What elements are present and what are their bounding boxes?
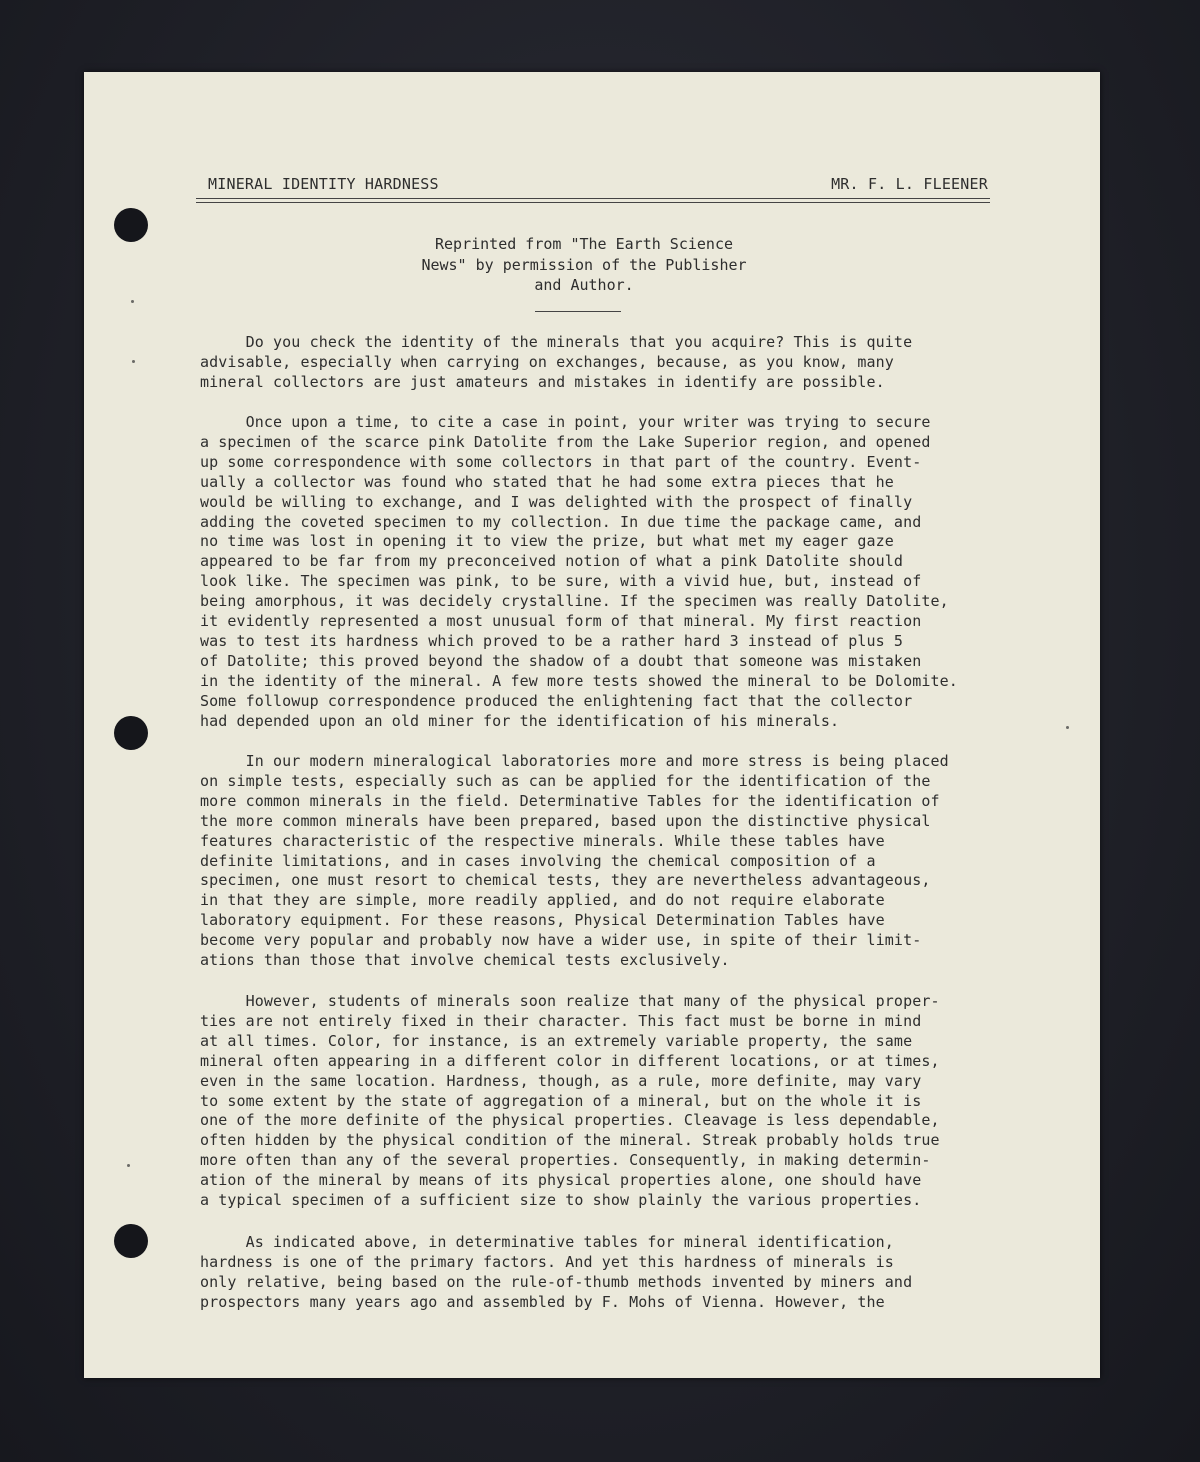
text-line: only relative, being based on the rule-of-thumb methods invented by miners and: [200, 1272, 913, 1291]
header-author: MR. F. L. FLEENER: [831, 175, 988, 193]
text-line: it evidently represented a most unusual form of that mineral. My first reaction: [200, 612, 922, 631]
text-line: being amorphous, it was decidely crystalline. If the specimen was really Datolite,: [200, 592, 949, 611]
text-line: definite limitations, and in cases involving the chemical composition of a: [200, 851, 876, 870]
text-line: the more common minerals have been prepared, based upon the distinctive physical: [200, 811, 931, 830]
text-line: one of the more definite of the physical properties. Cleavage is less dependable,: [200, 1111, 940, 1130]
text-line: ually a collector was found who stated that he had some extra pieces that he: [200, 472, 894, 491]
text-line: up some correspondence with some collectors in that part of the country. Event-: [200, 452, 922, 471]
text-line: in that they are simple, more readily applied, and do not require elaborate: [200, 891, 885, 910]
text-line: look like. The specimen was pink, to be sure, with a vivid hue, but, instead of: [200, 572, 922, 591]
paper-speck: [127, 1164, 130, 1167]
text-line: on simple tests, especially such as can be applied for the identification of the: [200, 771, 931, 790]
text-line: hardness is one of the primary factors. And yet this hardness of minerals is: [200, 1252, 894, 1271]
text-line: more often than any of the several properties. Consequently, in making determin-: [200, 1151, 931, 1170]
text-line: more common minerals in the field. Determinative Tables for the identification of: [200, 791, 940, 810]
text-line: become very popular and probably now have a wider use, in spite of their limit-: [200, 931, 922, 950]
paragraph-hardness: [200, 1233, 1030, 1313]
text-line: in the identity of the mineral. A few more tests showed the mineral to be Dolomite.: [200, 671, 958, 690]
reprint-line: Reprinted from "The Earth Science: [434, 235, 733, 253]
text-line: Do you check the identity of the minerals that you acquire? This is quite: [200, 333, 913, 351]
text-line: mineral often appearing in a different color in different locations, or at times,: [200, 1051, 940, 1070]
text-line: appeared to be far from my preconceived notion of what a pink Datolite should: [200, 552, 904, 571]
text-line: specimen, one must resort to chemical tests, they are nevertheless advantageous,: [200, 871, 931, 890]
text-line: even in the same location. Hardness, though, as a rule, more definite, may vary: [200, 1071, 922, 1090]
punch-hole-bottom: [114, 1224, 148, 1258]
header-rule-double: [196, 202, 990, 203]
header-title: MINERAL IDENTITY HARDNESS: [208, 175, 439, 193]
text-line: Some followup correspondence produced the enlightening fact that the collector: [200, 691, 913, 710]
punch-hole-middle: [114, 716, 148, 750]
reprint-line: and Author.: [534, 276, 634, 294]
paragraph-laboratory-tests: [200, 752, 1030, 971]
text-line: laboratory equipment. For these reasons, Physical Determination Tables have: [200, 911, 885, 930]
section-divider: [535, 311, 621, 312]
paragraph-intro: [200, 333, 1030, 393]
paragraph-physical-properties: [200, 992, 1030, 1211]
text-line: adding the coveted specimen to my collection. In due time the package came, and: [200, 512, 922, 531]
text-line: at all times. Color, for instance, is an extremely variable property, the same: [200, 1031, 913, 1050]
reprint-note: [374, 234, 794, 296]
document-page: [84, 72, 1100, 1378]
text-line: As indicated above, in determinative tables for mineral identification,: [200, 1233, 894, 1251]
text-line: no time was lost in opening it to view the prize, but what met my eager gaze: [200, 532, 894, 551]
text-line: a typical specimen of a sufficient size to show plainly the various properties.: [200, 1191, 922, 1210]
text-line: ations than those that involve chemical tests exclusively.: [200, 951, 730, 970]
text-line: of Datolite; this proved beyond the shadow of a doubt that someone was mistaken: [200, 651, 922, 670]
text-line: prospectors many years ago and assembled by F. Mohs of Vienna. However, the: [200, 1292, 885, 1311]
text-line: had depended upon an old miner for the identification of his minerals.: [200, 711, 840, 730]
text-line: In our modern mineralogical laboratories more and more stress is being placed: [200, 752, 949, 770]
text-line: features characteristic of the respective minerals. While these tables have: [200, 831, 885, 850]
punch-hole-top: [114, 208, 148, 242]
text-line: often hidden by the physical condition of the mineral. Streak probably holds true: [200, 1131, 940, 1150]
text-line: a specimen of the scarce pink Datolite from the Lake Superior region, and opened: [200, 432, 931, 451]
paper-speck: [131, 300, 134, 303]
text-line: However, students of minerals soon realize that many of the physical proper-: [200, 992, 940, 1010]
text-line: was to test its hardness which proved to be a rather hard 3 instead of plus 5: [200, 631, 904, 650]
text-line: ation of the mineral by means of its physical properties alone, one should have: [200, 1171, 922, 1190]
text-line: mineral collectors are just amateurs and mistakes in identify are possible.: [200, 372, 885, 391]
page-header: [208, 175, 988, 197]
text-line: would be willing to exchange, and I was delighted with the prospect of finally: [200, 492, 913, 511]
text-line: Once upon a time, to cite a case in point, your writer was trying to secure: [200, 413, 931, 431]
text-line: advisable, especially when carrying on exchanges, because, as you know, many: [200, 352, 894, 371]
text-line: to some extent by the state of aggregation of a mineral, but on the whole it is: [200, 1091, 922, 1110]
text-line: ties are not entirely fixed in their character. This fact must be borne in mind: [200, 1011, 922, 1030]
paragraph-datolite-story: [200, 413, 1030, 732]
paper-speck: [1066, 726, 1069, 729]
paper-speck: [132, 360, 135, 363]
header-rule: [196, 198, 990, 199]
reprint-line: News" by permission of the Publisher: [421, 255, 747, 274]
